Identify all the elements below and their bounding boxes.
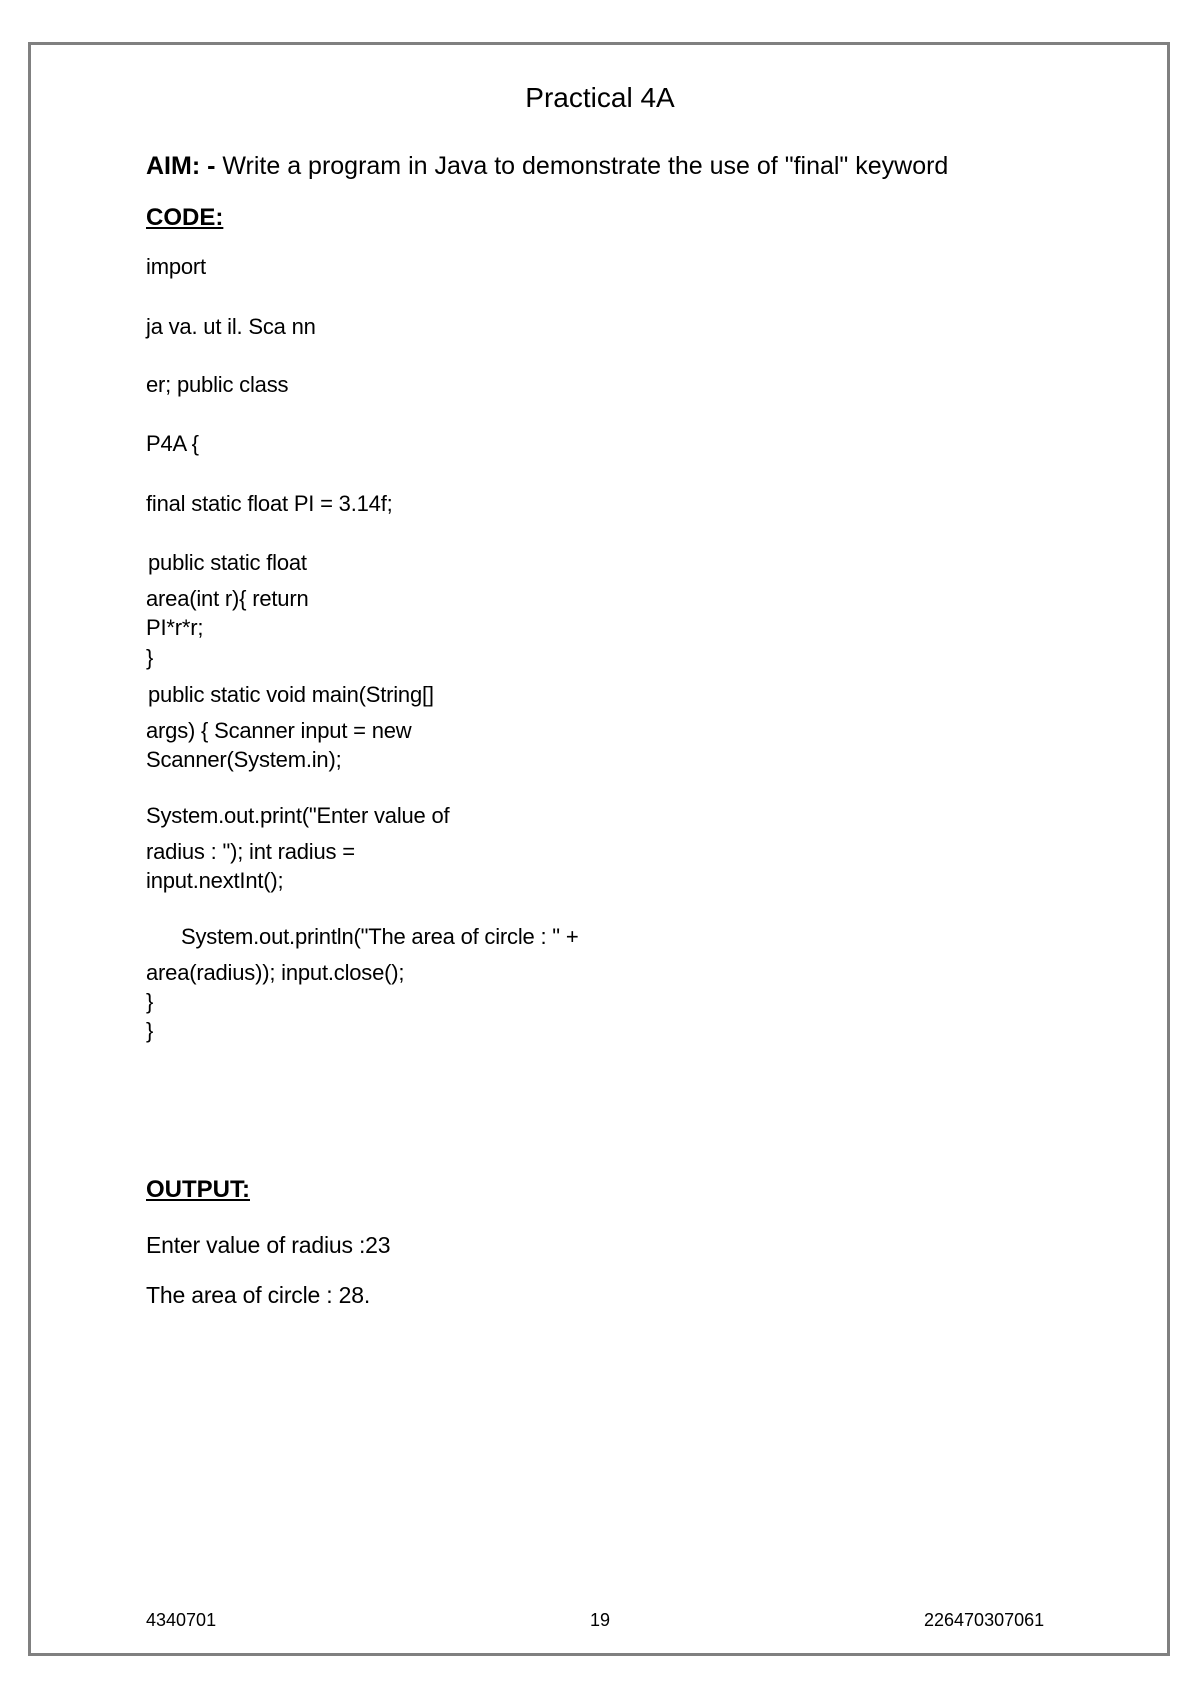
code-line: System.out.print("Enter value of bbox=[146, 803, 450, 828]
output-heading: OUTPUT: bbox=[146, 1176, 250, 1203]
code-line: } bbox=[146, 645, 154, 670]
code-heading: CODE: bbox=[146, 204, 224, 231]
code-line: System.out.println("The area of circle : " + bbox=[181, 924, 579, 949]
code-line: P4A { bbox=[146, 431, 199, 456]
code-line: area(int r){ return bbox=[146, 586, 309, 611]
output-line: The area of circle : 28. bbox=[146, 1282, 371, 1308]
aim-label: AIM: - bbox=[146, 152, 216, 180]
code-line: public static float bbox=[148, 550, 307, 575]
page-title: Practical 4A bbox=[525, 82, 675, 113]
footer-right: 226470307061 bbox=[924, 1610, 1045, 1630]
code-line: final static float PI = 3.14f; bbox=[146, 491, 393, 516]
code-line: radius : "); int radius = bbox=[146, 839, 355, 864]
code-line: Scanner(System.in); bbox=[146, 747, 342, 772]
aim-statement bbox=[146, 150, 948, 182]
code-line: PI*r*r; bbox=[146, 615, 204, 640]
code-line: } bbox=[146, 1018, 154, 1043]
output-line: Enter value of radius :23 bbox=[146, 1232, 391, 1258]
code-line: er; public class bbox=[146, 372, 289, 397]
code-line: ja va. ut il. Sca nn bbox=[146, 314, 316, 339]
aim-text: Write a program in Java to demonstrate the use of "final" keyword bbox=[222, 152, 949, 180]
code-line: import bbox=[146, 254, 206, 279]
code-line: area(radius)); input.close(); bbox=[146, 960, 405, 985]
code-line: } bbox=[146, 989, 154, 1014]
code-line: public static void main(String[] bbox=[148, 682, 434, 707]
footer-page-number: 19 bbox=[589, 1610, 611, 1630]
footer-left: 4340701 bbox=[146, 1610, 217, 1630]
code-line: args) { Scanner input = new bbox=[146, 718, 412, 743]
code-line: input.nextInt(); bbox=[146, 868, 284, 893]
